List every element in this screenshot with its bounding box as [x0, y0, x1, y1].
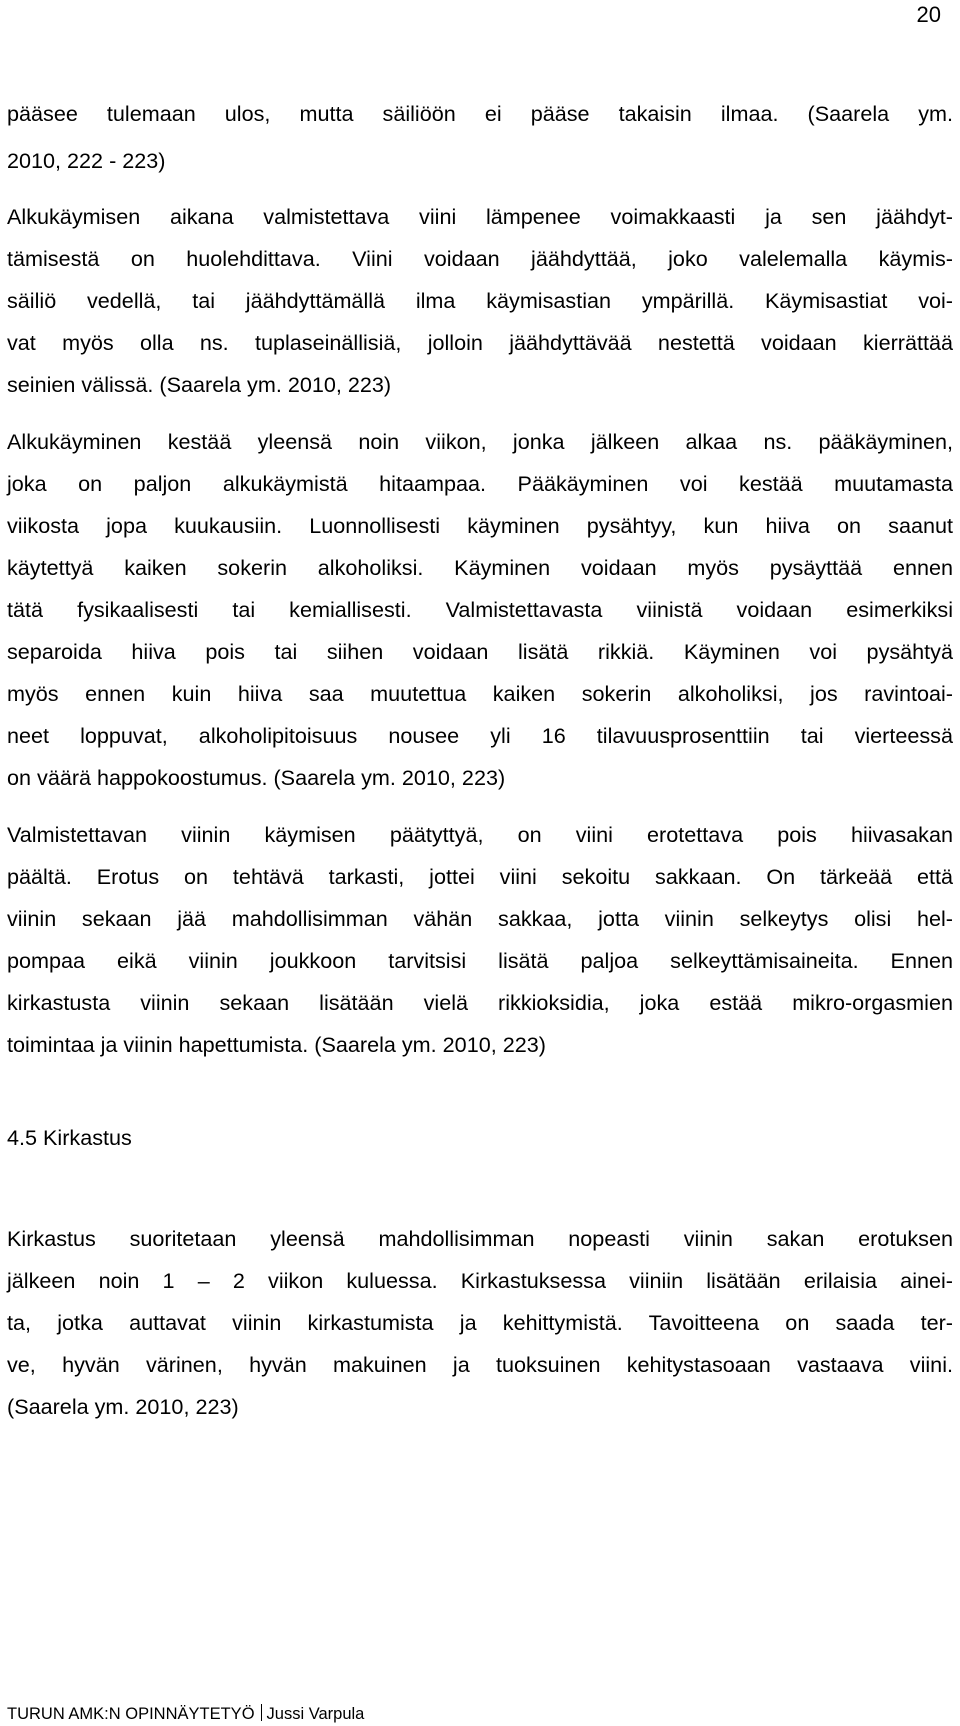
- paragraph-4-line-1: Valmistettavan viinin käymisen päätyttyä, on viini erotettava pois hiivasakan: [7, 822, 953, 847]
- paragraph-2-line-5: seinien välissä. (Saarela ym. 2010, 223): [7, 372, 392, 397]
- paragraph-3-line-5: tätä fysikaalisesti tai kemiallisesti. Valmistettavasta viinistä voidaan esimerkiksi: [7, 597, 953, 622]
- paragraph-2-line-2: tämisestä on huolehdittava. Viini voidaan jäähdyttää, joko valelemalla käymis-: [7, 246, 953, 271]
- page-number: 20: [916, 2, 941, 27]
- paragraph-3-line-4: käytettyä kaiken sokerin alkoholiksi. Käyminen voidaan myös pysäyttää ennen: [7, 555, 953, 580]
- paragraph-2-line-3: säiliö vedellä, tai jäähdyttämällä ilma käymisastian ympärillä. Käymisastiat voi-: [7, 288, 953, 313]
- section-paragraph-line-2: jälkeen noin 1 – 2 viikon kuluessa. Kirkastuksessa viiniin lisätään erilaisia ainei-: [7, 1268, 953, 1293]
- section-paragraph-line-5: (Saarela ym. 2010, 223): [7, 1394, 239, 1419]
- footer-separator: [261, 1704, 262, 1721]
- paragraph-3-line-7: myös ennen kuin hiiva saa muutettua kaiken sokerin alkoholiksi, jos ravintoai-: [7, 681, 953, 706]
- paragraph-3-line-1: Alkukäyminen kestää yleensä noin viikon, jonka jälkeen alkaa ns. pääkäyminen,: [7, 429, 953, 454]
- page-footer: [7, 1704, 364, 1724]
- section-paragraph-line-1: Kirkastus suoritetaan yleensä mahdollisimman nopeasti viinin sakan erotuksen: [7, 1226, 953, 1251]
- paragraph-4-line-5: kirkastusta viinin sekaan lisätään vielä rikkioksidia, joka estää mikro-orgasmien: [7, 990, 953, 1015]
- footer-author: Jussi Varpula: [266, 1705, 365, 1723]
- section-paragraph-line-4: ve, hyvän värinen, hyvän makuinen ja tuoksuinen kehitystasoaan vastaava viini.: [7, 1352, 953, 1377]
- paragraph-1-line-1: pääsee tulemaan ulos, mutta säiliöön ei pääse takaisin ilmaa. (Saarela ym.: [7, 101, 953, 126]
- paragraph-3-line-2: joka on paljon alkukäymistä hitaampaa. Pääkäyminen voi kestää muutamasta: [7, 471, 953, 496]
- paragraph-4-line-2: päältä. Erotus on tehtävä tarkasti, jottei viini sekoitu sakkaan. On tärkeää että: [7, 864, 953, 889]
- paragraph-1-line-2: 2010, 222 - 223): [7, 148, 166, 173]
- footer-institution: TURUN AMK:N OPINNÄYTETYÖ: [7, 1705, 255, 1723]
- paragraph-3-line-8: neet loppuvat, alkoholipitoisuus nousee yli 16 tilavuusprosenttiin tai vierteessä: [7, 723, 953, 748]
- paragraph-4-line-4: pompaa eikä viinin joukkoon tarvitsisi lisätä paljoa selkeyttämisaineita. Ennen: [7, 948, 953, 973]
- paragraph-4-line-6: toimintaa ja viinin hapettumista. (Saarela ym. 2010, 223): [7, 1032, 546, 1057]
- paragraph-3-line-3: viikosta jopa kuukausiin. Luonnollisesti käyminen pysähtyy, kun hiiva on saanut: [7, 513, 953, 538]
- section-heading: 4.5 Kirkastus: [7, 1125, 132, 1150]
- paragraph-4-line-3: viinin sekaan jää mahdollisimman vähän sakkaa, jotta viinin selkeytys olisi hel-: [7, 906, 953, 931]
- section-paragraph-line-3: ta, jotka auttavat viinin kirkastumista ja kehittymistä. Tavoitteena on saada ter-: [7, 1310, 953, 1335]
- paragraph-2-line-4: vat myös olla ns. tuplaseinällisiä, jolloin jäähdyttävää nestettä voidaan kierrättää: [7, 330, 953, 355]
- paragraph-2-line-1: Alkukäymisen aikana valmistettava viini lämpenee voimakkaasti ja sen jäähdyt-: [7, 204, 953, 229]
- paragraph-3-line-6: separoida hiiva pois tai siihen voidaan lisätä rikkiä. Käyminen voi pysähtyä: [7, 639, 953, 664]
- paragraph-3-line-9: on väärä happokoostumus. (Saarela ym. 2010, 223): [7, 765, 506, 790]
